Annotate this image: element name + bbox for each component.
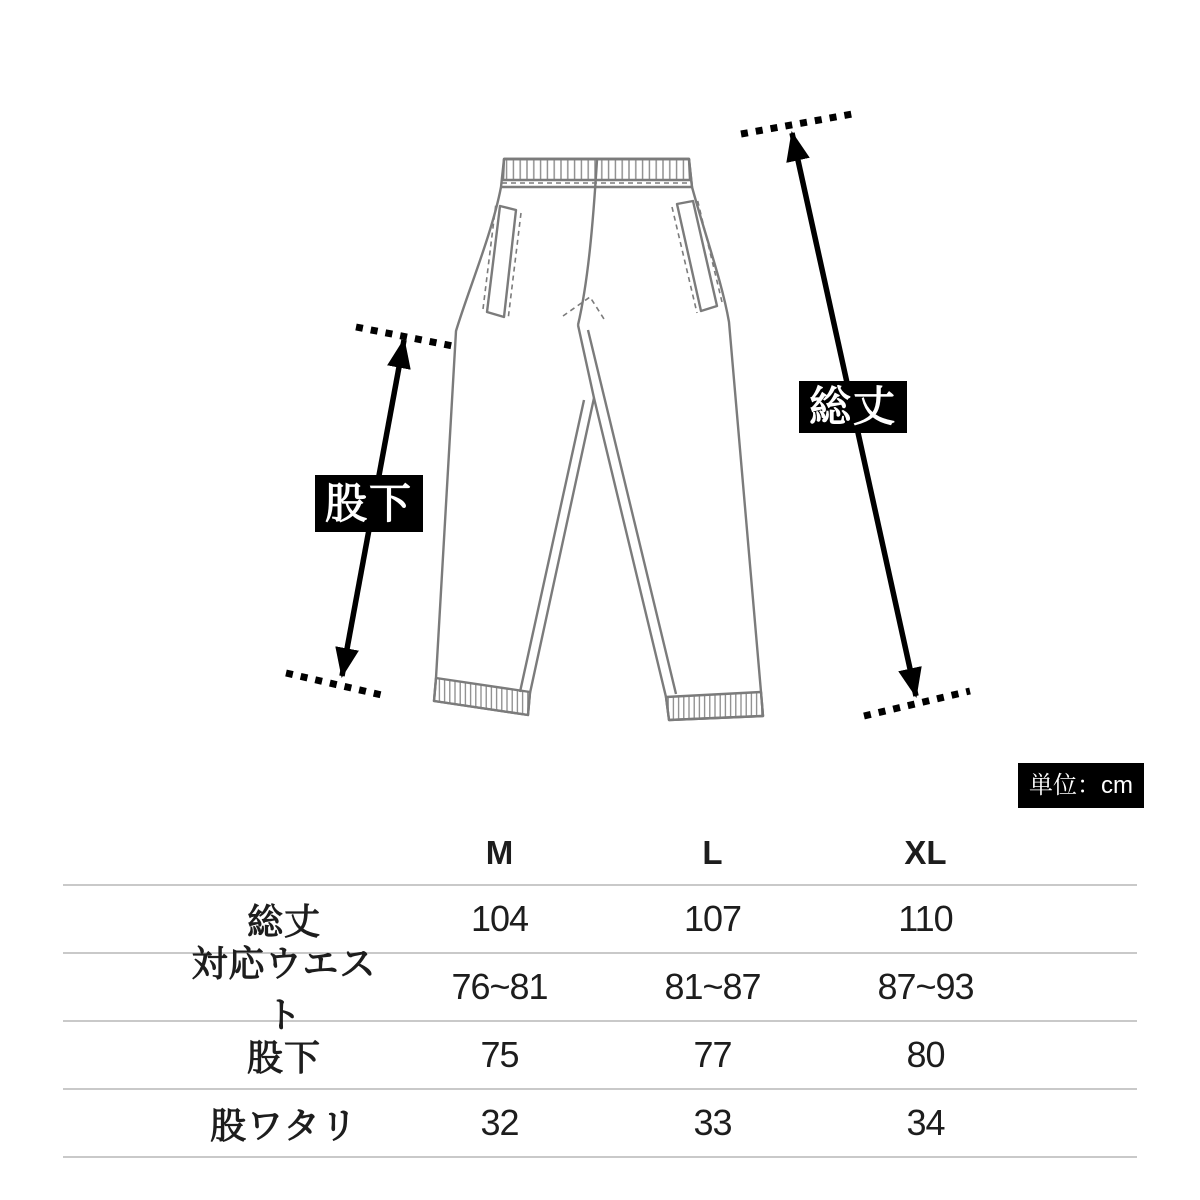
column-header-m: M	[485, 834, 514, 871]
table-row-inseam	[63, 1020, 1137, 1088]
row-label: 股ワタリ	[210, 1104, 358, 1146]
table-row-waist	[63, 943, 1137, 1035]
cell-value: 34	[906, 1102, 945, 1143]
cell-value: 75	[480, 1034, 519, 1075]
inseam-label: 股下	[315, 475, 423, 532]
inseam-tick-bottom	[286, 673, 386, 696]
size-table	[63, 822, 1137, 1158]
cell-value: 87~93	[877, 966, 974, 1007]
total-length-tick-top	[741, 113, 858, 134]
pants-silhouette	[434, 159, 763, 720]
column-header-xl: XL	[904, 834, 947, 871]
cell-value: 32	[480, 1102, 519, 1143]
cell-value: 81~87	[664, 966, 761, 1007]
cell-value: 80	[906, 1034, 945, 1075]
unit-badge: 単位：cm	[1018, 763, 1144, 808]
right-cuff-ribbing	[666, 692, 763, 720]
cell-value: 33	[693, 1102, 732, 1143]
cell-value: 110	[898, 898, 953, 939]
column-header-l: L	[702, 834, 723, 871]
cell-value: 76~81	[451, 966, 548, 1007]
cell-value: 77	[693, 1034, 732, 1075]
total-length-label: 総丈	[799, 381, 907, 433]
size-table-header-row	[63, 822, 1137, 884]
inseam-tick-top	[356, 327, 458, 347]
cell-value: 104	[470, 898, 529, 939]
row-label: 総丈	[246, 900, 321, 942]
pants-line-drawing	[434, 159, 763, 720]
row-label: 対応ウエスト	[191, 943, 377, 1035]
row-label: 股下	[246, 1036, 321, 1078]
table-row-thigh-width	[63, 1088, 1137, 1158]
cell-value: 107	[683, 898, 742, 939]
